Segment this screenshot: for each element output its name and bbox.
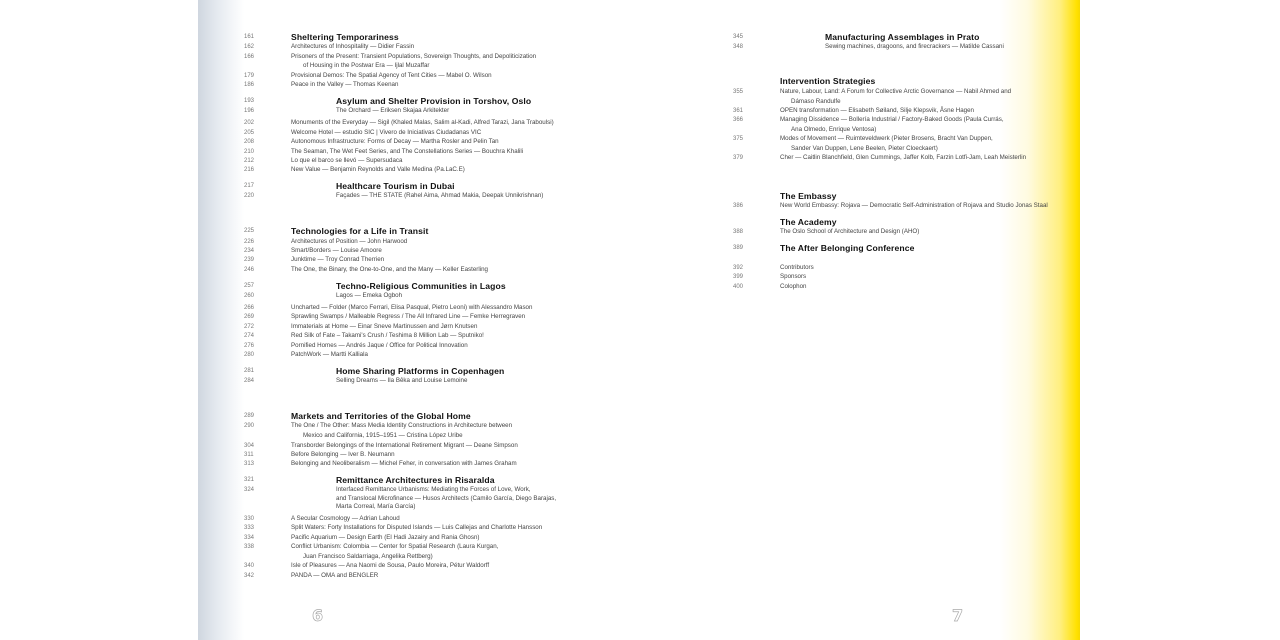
toc-title: Conflict Urbanism: Colombia — Center for Spatial Research (Laura Kurgan, — [291, 543, 499, 550]
toc-page-number: 246 — [244, 267, 255, 273]
toc-page-number: 392 — [733, 265, 744, 271]
toc-page-number: 217 — [244, 183, 255, 189]
toc-page-number: 338 — [244, 544, 255, 550]
toc-page-number: 348 — [733, 44, 744, 50]
toc-title: The Orchard — Eriksen Skajaa Arkitekter — [336, 107, 450, 114]
toc-page-number: 193 — [244, 98, 255, 104]
toc-title: A Secular Cosmology — Adrian Lahoud — [291, 515, 400, 522]
toc-title: Selling Dreams — Ila Bêka and Louise Lemoine — [336, 377, 468, 384]
toc-title: Prisoners of the Present: Transient Populations, Sovereign Thoughts, and Depoliticization — [291, 53, 537, 60]
table-of-contents-right-page — [733, 0, 1063, 640]
toc-page-number: 225 — [244, 228, 255, 234]
toc-page-number: 389 — [733, 245, 744, 251]
toc-title: Transborder Belongings of the International Retirement Migrant — Deane Simpson — [291, 442, 518, 449]
toc-title: Sander Van Duppen, Lene Beelen, Pieter Cloeckaert) — [791, 145, 938, 152]
toc-page-number: 226 — [244, 239, 255, 245]
toc-title: Juan Francisco Saldarriaga, Angelika Rettberg) — [303, 553, 433, 560]
toc-title: Manufacturing Assemblages in Prato — [825, 32, 980, 42]
toc-page-number: 334 — [244, 535, 255, 541]
toc-page-number: 216 — [244, 167, 255, 173]
toc-page-number: 274 — [244, 333, 255, 339]
toc-page-number: 399 — [733, 274, 744, 280]
toc-page-number: 162 — [244, 44, 255, 50]
toc-title: Isle of Pleasures — Ana Naomi de Sousa, Paulo Moreira, Pétur Waldorff — [291, 562, 490, 569]
toc-title: The One / The Other: Mass Media Identity Constructions in Architecture between — [291, 422, 513, 429]
toc-page-number: 260 — [244, 293, 255, 299]
toc-page-number: 313 — [244, 461, 255, 467]
toc-title: Contributors — [780, 264, 814, 271]
toc-title: of Housing in the Postwar Era — Ijlal Muzaffar — [303, 62, 430, 69]
toc-title: Façades — THE STATE (Rahel Aima, Ahmad Makia, Deepak Unnikrishnan) — [336, 192, 544, 199]
toc-page-number: 257 — [244, 283, 255, 289]
toc-title: Uncharted — Folder (Marco Ferrari, Elisa Pasqual, Pietro Leoni) with Alessandro Mason — [291, 304, 533, 311]
toc-title: Junktime — Troy Conrad Therrien — [291, 256, 385, 263]
toc-page-number: 234 — [244, 248, 255, 254]
toc-title: Immaterials at Home — Einar Sneve Martinussen and Jørn Knutsen — [291, 323, 478, 330]
toc-title: Techno-Religious Communities in Lagos — [336, 281, 506, 291]
toc-title: The After Belonging Conference — [780, 243, 915, 253]
toc-title: Nature, Labour, Land: A Forum for Collective Arctic Governance — Nabil Ahmed and — [780, 88, 1012, 95]
toc-page-number: 361 — [733, 108, 744, 114]
toc-title: Monuments of the Everyday — Sigil (Khaled Malas, Salim al-Kadi, Alfred Tarazi, Jana Traboulsi) — [291, 119, 554, 126]
toc-page-number: 284 — [244, 378, 255, 384]
toc-page-number: 276 — [244, 343, 255, 349]
toc-title: PANDA — OMA and BENGLER — [291, 572, 379, 579]
toc-page-number: 205 — [244, 130, 255, 136]
toc-title: and Translocal Microfinance — Husos Architects (Camilo García, Diego Barajas, — [336, 495, 557, 502]
toc-page-number: 340 — [244, 563, 255, 569]
toc-title: Autonomous Infrastructure: Forms of Decay — Martha Rosler and Pelin Tan — [291, 138, 499, 145]
toc-page-number: 272 — [244, 324, 255, 330]
toc-title: Lo que el barco se llevó — Supersudaca — [291, 157, 403, 164]
toc-title: Intervention Strategies — [780, 76, 876, 86]
toc-title: Pornified Homes — Andrés Jaque / Office for Political Innovation — [291, 342, 468, 349]
toc-page-number: 280 — [244, 352, 255, 358]
toc-page-number: 196 — [244, 108, 255, 114]
toc-page-number: 400 — [733, 284, 744, 290]
toc-page-number: 179 — [244, 73, 255, 79]
toc-title: The Academy — [780, 217, 837, 227]
toc-page-number: 239 — [244, 257, 255, 263]
toc-page-number: 330 — [244, 516, 255, 522]
toc-page-number: 220 — [244, 193, 255, 199]
toc-title: Interfaced Remittance Urbanisms: Mediating the Forces of Love, Work, — [336, 486, 531, 493]
toc-title: Cher — Caitlin Blanchfield, Glen Cummings, Jaffer Kolb, Farzin Lotfi-Jam, Leah Meisterlin — [780, 154, 1027, 161]
toc-title: Remittance Architectures in Risaralda — [336, 475, 495, 485]
toc-title: Technologies for a Life in Transit — [291, 226, 429, 236]
toc-page-number: 304 — [244, 443, 255, 449]
left-page-edge-gradient — [198, 0, 244, 640]
toc-title: Modes of Movement — Ruimteveldwerk (Pieter Brosens, Bracht Van Duppen, — [780, 135, 993, 142]
toc-page-number: 386 — [733, 203, 744, 209]
toc-title: Colophon — [780, 283, 807, 290]
toc-page-number: 375 — [733, 136, 744, 142]
toc-title: Ana Olmedo, Enrique Ventosa) — [791, 126, 877, 133]
toc-page-number: 345 — [733, 34, 744, 40]
toc-title: Pacific Aquarium — Design Earth (El Hadi Jazairy and Rania Ghosn) — [291, 534, 480, 541]
toc-title: Sponsors — [780, 273, 807, 280]
toc-title: New World Embassy: Rojava — Democratic Self-Administration of Rojava and Studio Jonas Staal — [780, 202, 1048, 209]
toc-page-number: 269 — [244, 314, 255, 320]
toc-page-number: 208 — [244, 139, 255, 145]
toc-page-number: 210 — [244, 149, 255, 155]
toc-page-number: 355 — [733, 89, 744, 95]
toc-title: Healthcare Tourism in Dubai — [336, 181, 455, 191]
toc-page-number: 333 — [244, 525, 255, 531]
toc-title: The Embassy — [780, 191, 837, 201]
toc-title: PatchWork — Martti Kalliala — [291, 351, 368, 358]
toc-page-number: 212 — [244, 158, 255, 164]
toc-title: Smart/Borders — Louise Amoore — [291, 247, 382, 254]
toc-page-number: 289 — [244, 413, 255, 419]
toc-title: Belonging and Neoliberalism — Michel Feher, in conversation with James Graham — [291, 460, 517, 467]
toc-title: Markets and Territories of the Global Home — [291, 411, 471, 421]
toc-title: Architectures of Position — John Harwood — [291, 238, 408, 245]
toc-page-number: 388 — [733, 229, 744, 235]
toc-title: Dámaso Randulfe — [791, 98, 841, 105]
toc-title: Mexico and California, 1915–1951 — Cristina López Uribe — [303, 432, 463, 439]
toc-page-number: 161 — [244, 34, 255, 40]
toc-title: Sheltering Temporariness — [291, 32, 399, 42]
toc-page-number: 186 — [244, 82, 255, 88]
toc-page-number: 366 — [733, 117, 744, 123]
toc-page-number: 290 — [244, 423, 255, 429]
page-number-left: 6 — [312, 606, 324, 625]
toc-title: Architectures of Inhospitality — Didier Fassin — [291, 43, 415, 50]
toc-title: Welcome Hotel — estudio SIC | Vivero de Iniciativas Ciudadanas VIC — [291, 129, 482, 136]
toc-page-number: 321 — [244, 477, 255, 483]
toc-page-number: 166 — [244, 54, 255, 60]
toc-title: Home Sharing Platforms in Copenhagen — [336, 366, 505, 376]
table-of-contents-left-page — [244, 0, 604, 640]
toc-title: Sewing machines, dragoons, and firecrackers — Matilde Cassani — [825, 43, 1004, 50]
toc-title: The One, the Binary, the One-to-One, and the Many — Keller Easterling — [291, 266, 488, 273]
toc-page-number: 324 — [244, 487, 255, 493]
toc-title: The Seaman, The Wet Feet Series, and The Constellations Series — Bouchra Khalili — [291, 148, 524, 155]
toc-title: Asylum and Shelter Provision in Torshov, Oslo — [336, 96, 532, 106]
toc-page-number: 266 — [244, 305, 255, 311]
toc-title: Red Silk of Fate – Takami's Crush / Teshima 8 Million Lab — Sputniko! — [291, 332, 484, 339]
toc-title: Managing Dissidence — Bollería Industrial / Factory-Baked Goods (Paula Currás, — [780, 116, 1004, 123]
toc-title: New Value — Benjamin Reynolds and Valle Medina (Pa.LaC.E) — [291, 166, 465, 173]
toc-title: Sprawling Swamps / Malleable Regress / The All Infrared Line — Femke Herregraven — [291, 313, 526, 320]
toc-page-number: 281 — [244, 368, 255, 374]
toc-page-number: 342 — [244, 573, 255, 579]
toc-title: Peace in the Valley — Thomas Keenan — [291, 81, 399, 88]
toc-title: Lagos — Emeka Ogboh — [336, 292, 403, 299]
toc-title: Provisional Demos: The Spatial Agency of Tent Cities — Mabel O. Wilson — [291, 72, 492, 79]
toc-page-number: 311 — [244, 452, 254, 458]
toc-title: Before Belonging — Iver B. Neumann — [291, 451, 395, 458]
toc-title: The Oslo School of Architecture and Design (AHO) — [780, 228, 920, 235]
toc-page-number: 379 — [733, 155, 744, 161]
toc-title: Split Waters: Forty Installations for Disputed Islands — Luis Callejas and Charlotte Hansson — [291, 524, 543, 531]
toc-title: OPEN transformation — Elisabeth Søiland, Silje Klepsvik, Åsne Hagen — [780, 107, 974, 114]
page-number-right: 7 — [952, 606, 964, 625]
toc-title: Marta Correal, María García) — [336, 503, 416, 510]
toc-page-number: 202 — [244, 120, 255, 126]
